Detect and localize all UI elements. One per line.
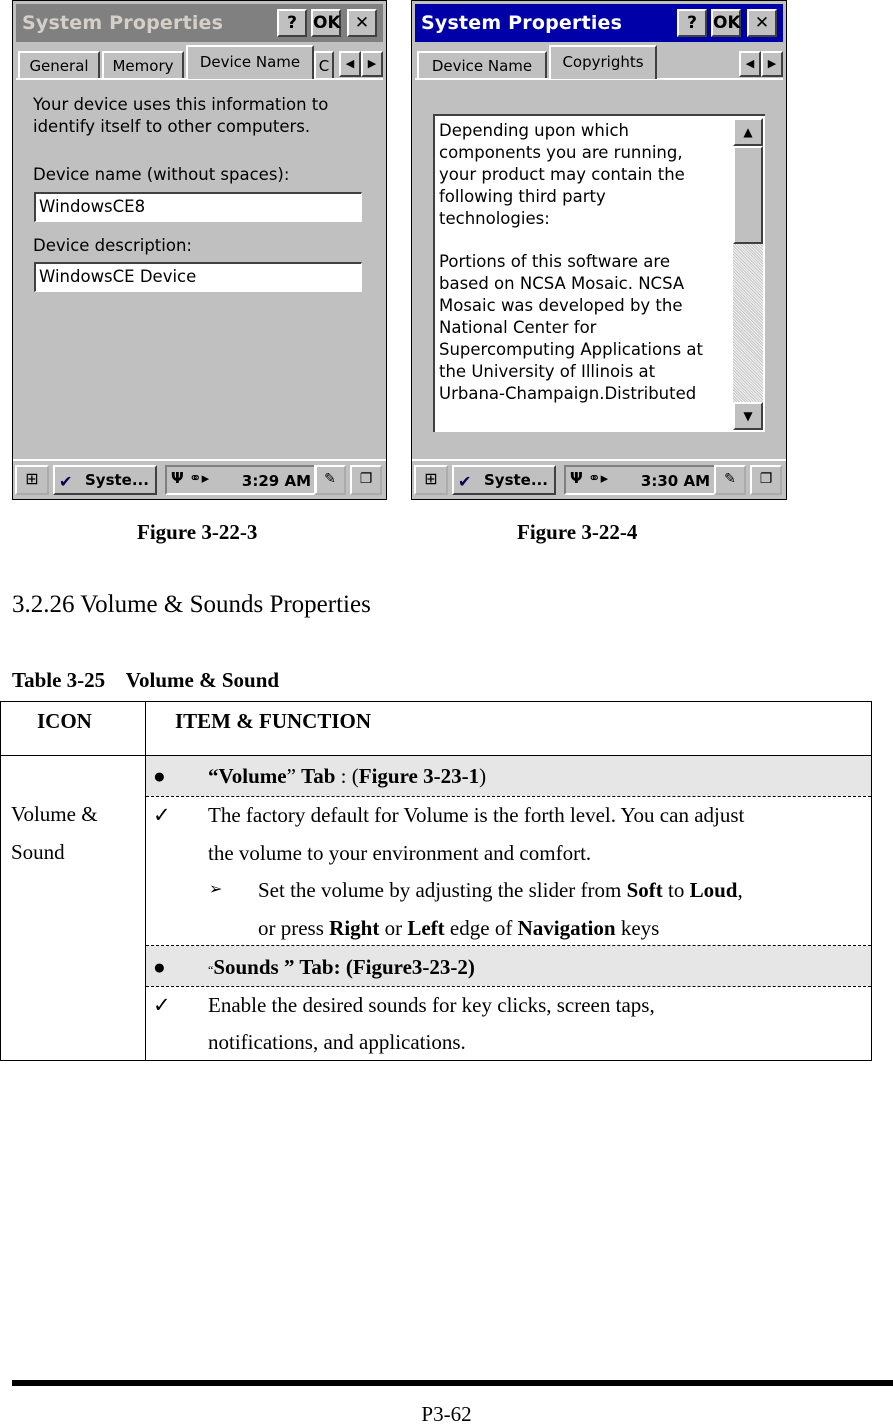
scroll-up-icon[interactable]: ▲ <box>733 118 763 146</box>
desktop-button[interactable] <box>350 465 382 495</box>
window-title: System Properties <box>421 12 623 34</box>
network-icon: ⚭ <box>587 469 601 487</box>
figure-caption-left: Figure 3-22-3 <box>137 520 258 544</box>
windows-logo-icon: ⊞ <box>424 469 438 488</box>
taskbar <box>412 459 786 499</box>
title-bar <box>415 4 783 42</box>
scroll-down-icon[interactable]: ▼ <box>733 402 763 430</box>
window-title: System Properties <box>22 12 224 34</box>
close-icon: ✕ <box>354 13 370 33</box>
icon-cell-line2: Sound <box>11 840 65 864</box>
table-caption: Table 3-25 Volume & Sound <box>12 668 280 692</box>
arrow-icon: ▸ <box>201 469 210 487</box>
icon-cell-line1: Volume & <box>11 802 98 826</box>
arrow-bullet-icon: ➢ <box>209 881 223 898</box>
ok-button[interactable]: OK <box>311 9 341 37</box>
keyboard-icon: ✎ <box>724 471 736 487</box>
scroll-thumb[interactable] <box>733 146 763 244</box>
help-button[interactable]: ? <box>677 9 707 37</box>
copyright-text: Depending upon which components you are running, your product may contain the following third party technologies: Portions of this software are based on NCSA Mosaic. NCSA Mosaic was developed by the National Center for Supercomputing Applications at the University of Illinois at Urbana-Champaign.Distributed <box>439 121 703 403</box>
sounds-desc-line1: Enable the desired sounds for key clicks, screen taps, <box>208 993 655 1017</box>
tab-right-arrow-icon[interactable]: ▶ <box>361 51 383 77</box>
antenna-icon: Ψ <box>171 469 184 487</box>
device-description-label: Device description: <box>33 236 192 255</box>
tab-general[interactable]: General <box>18 51 100 79</box>
tab-scroll <box>339 51 383 77</box>
header-item-function: ITEM & FUNCTION <box>175 709 372 733</box>
ok-button[interactable]: OK <box>711 9 741 37</box>
tab-device-name[interactable]: Device Name <box>186 45 314 79</box>
clock: 3:30 AM <box>640 472 710 490</box>
tab-device-name[interactable]: Device Name <box>417 51 547 79</box>
tab-copyrights-partial[interactable]: C <box>314 51 334 79</box>
device-name-field[interactable]: WindowsCE8 <box>34 192 362 222</box>
task-button[interactable] <box>452 465 556 495</box>
footer-rule <box>12 1380 893 1386</box>
input-panel-button[interactable] <box>714 465 746 495</box>
system-tray <box>165 465 317 495</box>
tray-icons <box>570 469 608 487</box>
start-button[interactable] <box>15 465 49 495</box>
system-tray <box>564 465 716 495</box>
tab-copyrights[interactable]: Copyrights <box>549 45 657 79</box>
windows-icon: ❐ <box>759 471 773 487</box>
checkmark-icon: ✓ <box>153 993 171 1017</box>
device-name-label: Device name (without spaces): <box>33 165 290 184</box>
tab-left-arrow-icon[interactable]: ◀ <box>339 51 361 77</box>
slider-instruction-line2: or press Right or Left edge of Navigation keys <box>258 916 660 940</box>
tab-left-arrow-icon[interactable]: ◀ <box>739 51 761 77</box>
tab-strip <box>415 45 783 79</box>
close-button[interactable] <box>347 9 377 37</box>
desktop-button[interactable] <box>750 465 782 495</box>
bullet-icon: ● <box>153 764 166 788</box>
tab-scroll <box>739 51 783 77</box>
copyright-textbox[interactable] <box>433 114 765 432</box>
tab-strip <box>16 45 383 79</box>
volume-sound-table <box>0 701 872 1061</box>
help-button[interactable]: ? <box>277 9 307 37</box>
system-icon: ✔ <box>458 472 472 491</box>
sounds-tab-heading: “Sounds ” Tab: (Figure3-23-2) <box>208 955 475 979</box>
arrow-icon: ▸ <box>600 469 609 487</box>
keyboard-icon: ✎ <box>324 471 336 487</box>
slider-instruction-line1: Set the volume by adjusting the slider from Soft to Loud, <box>258 878 743 902</box>
screenshot-device-name <box>12 0 387 500</box>
figure-caption-right: Figure 3-22-4 <box>517 520 638 544</box>
tab-right-arrow-icon[interactable]: ▶ <box>761 51 783 77</box>
tray-icons <box>171 469 209 487</box>
close-button[interactable] <box>747 9 777 37</box>
page-number: P3-62 <box>421 1402 472 1426</box>
clock: 3:29 AM <box>241 472 311 490</box>
start-button[interactable] <box>414 465 448 495</box>
input-panel-button[interactable] <box>314 465 346 495</box>
windows-icon: ❐ <box>359 471 373 487</box>
windows-logo-icon: ⊞ <box>25 469 39 488</box>
device-description-field[interactable]: WindowsCE Device <box>34 262 362 292</box>
bullet-icon: ● <box>153 955 166 979</box>
volume-desc-line2: the volume to your environment and comfort. <box>208 841 592 865</box>
vertical-scrollbar[interactable] <box>733 118 763 430</box>
task-button[interactable] <box>53 465 157 495</box>
section-heading: 3.2.26 Volume & Sounds Properties <box>12 591 371 618</box>
screenshot-copyrights <box>411 0 787 500</box>
sounds-desc-line2: notifications, and applications. <box>208 1030 466 1054</box>
system-icon: ✔ <box>59 472 73 491</box>
header-divider <box>1 755 871 756</box>
tab-panel <box>415 78 783 457</box>
device-info-text: Your device uses this information to identify itself to other computers. <box>33 95 329 136</box>
volume-desc-line1: The factory default for Volume is the forth level. You can adjust <box>208 803 745 827</box>
taskbar <box>13 459 386 499</box>
title-bar <box>16 4 383 42</box>
task-button-label: Syste... <box>85 471 149 489</box>
header-icon: ICON <box>37 709 92 733</box>
tab-panel <box>16 78 383 457</box>
antenna-icon: Ψ <box>570 469 583 487</box>
tab-memory[interactable]: Memory <box>102 51 184 79</box>
close-icon: ✕ <box>754 13 770 33</box>
task-button-label: Syste... <box>484 471 548 489</box>
network-icon: ⚭ <box>188 469 202 487</box>
volume-tab-heading: “Volume” Tab : (Figure 3-23-1) <box>208 764 487 788</box>
checkmark-icon: ✓ <box>153 803 171 827</box>
